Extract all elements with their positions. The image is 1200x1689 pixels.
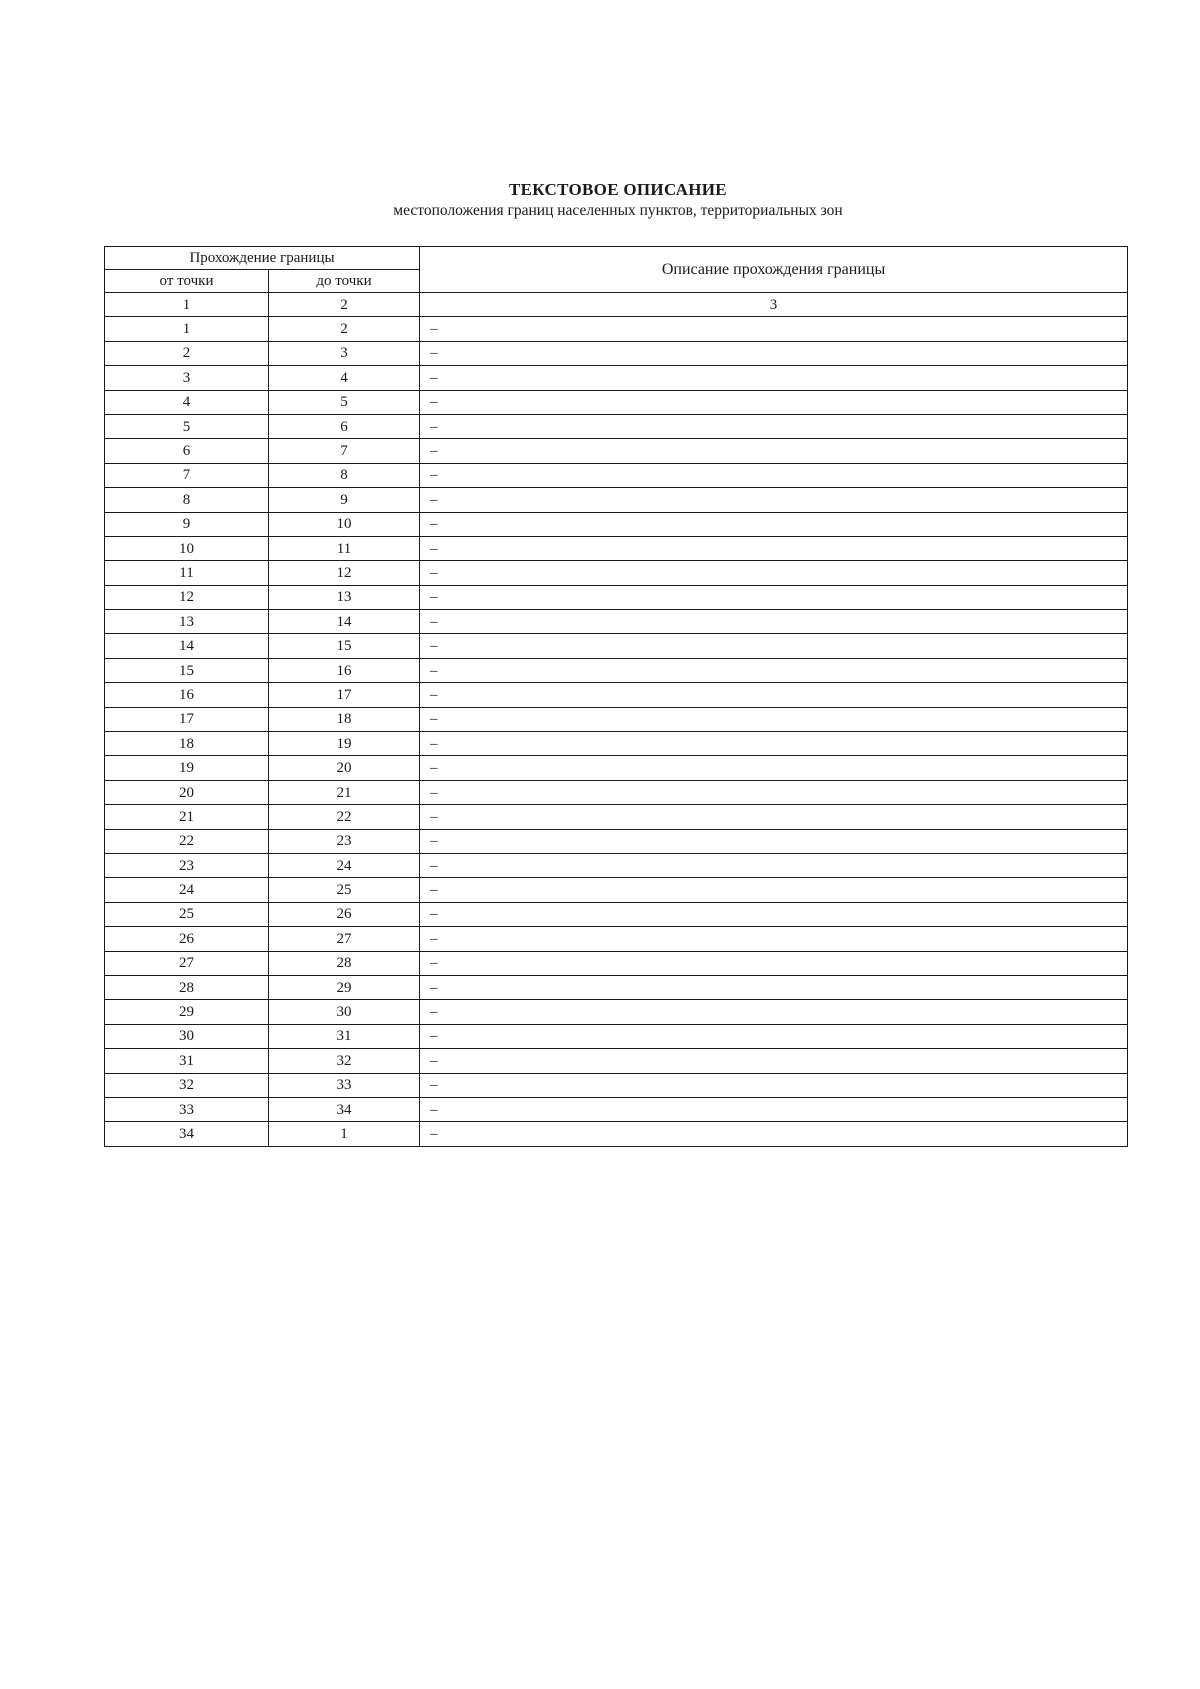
description-header: Описание прохождения границы (420, 247, 1128, 293)
from-point-cell: 25 (105, 902, 269, 926)
from-point-cell: 26 (105, 927, 269, 951)
from-point-cell: 23 (105, 853, 269, 877)
description-cell: – (420, 853, 1128, 877)
table-row (105, 853, 1128, 877)
description-cell: – (420, 951, 1128, 975)
table-row (105, 780, 1128, 804)
from-point-cell: 12 (105, 585, 269, 609)
description-cell: – (420, 1097, 1128, 1121)
to-point-cell: 4 (269, 366, 420, 390)
from-point-cell: 14 (105, 634, 269, 658)
to-point-cell: 24 (269, 853, 420, 877)
description-cell: – (420, 683, 1128, 707)
from-point-cell: 18 (105, 732, 269, 756)
to-point-cell: 18 (269, 707, 420, 731)
to-point-cell: 17 (269, 683, 420, 707)
to-point-cell: 26 (269, 902, 420, 926)
from-point-cell: 15 (105, 658, 269, 682)
to-point-cell: 11 (269, 536, 420, 560)
table-row (105, 902, 1128, 926)
description-cell: – (420, 805, 1128, 829)
description-cell: – (420, 341, 1128, 365)
description-cell: – (420, 902, 1128, 926)
table-row (105, 390, 1128, 414)
to-point-cell: 23 (269, 829, 420, 853)
table-row (105, 732, 1128, 756)
to-point-cell: 16 (269, 658, 420, 682)
description-cell: – (420, 1073, 1128, 1097)
to-point-cell: 19 (269, 732, 420, 756)
table-row (105, 1024, 1128, 1048)
to-point-cell: 29 (269, 975, 420, 999)
table-row (105, 756, 1128, 780)
document-title: ТЕКСТОВОЕ ОПИСАНИЕ (509, 180, 727, 199)
table-row (105, 634, 1128, 658)
from-point-cell: 2 (105, 341, 269, 365)
table-row (105, 658, 1128, 682)
table-row (105, 951, 1128, 975)
table-row (105, 414, 1128, 438)
to-point-cell: 14 (269, 610, 420, 634)
from-point-cell: 10 (105, 536, 269, 560)
description-cell: – (420, 878, 1128, 902)
table-row (105, 463, 1128, 487)
from-point-cell: 6 (105, 439, 269, 463)
description-cell: – (420, 488, 1128, 512)
to-point-cell: 20 (269, 756, 420, 780)
description-cell: – (420, 975, 1128, 999)
to-point-cell: 27 (269, 927, 420, 951)
from-point-cell: 5 (105, 414, 269, 438)
description-cell: – (420, 634, 1128, 658)
to-point-cell: 5 (269, 390, 420, 414)
from-point-cell: 13 (105, 610, 269, 634)
table-row (105, 683, 1128, 707)
description-cell: – (420, 439, 1128, 463)
table-row (105, 1097, 1128, 1121)
from-point-cell: 7 (105, 463, 269, 487)
from-point-cell: 29 (105, 1000, 269, 1024)
table-row (105, 1073, 1128, 1097)
from-point-cell: 20 (105, 780, 269, 804)
from-point-cell: 34 (105, 1122, 269, 1146)
table-row (105, 439, 1128, 463)
table-row (105, 878, 1128, 902)
column-number-2: 2 (269, 293, 420, 317)
description-cell: – (420, 366, 1128, 390)
from-point-header: от точки (105, 270, 269, 293)
to-point-cell: 22 (269, 805, 420, 829)
boundary-table (104, 246, 1128, 1147)
to-point-cell: 30 (269, 1000, 420, 1024)
from-point-cell: 31 (105, 1049, 269, 1073)
to-point-cell: 31 (269, 1024, 420, 1048)
description-cell: – (420, 1122, 1128, 1146)
to-point-cell: 28 (269, 951, 420, 975)
to-point-cell: 1 (269, 1122, 420, 1146)
to-point-cell: 34 (269, 1097, 420, 1121)
from-point-cell: 3 (105, 366, 269, 390)
description-cell: – (420, 536, 1128, 560)
description-cell: – (420, 1049, 1128, 1073)
table-row (105, 585, 1128, 609)
table-row (105, 610, 1128, 634)
description-cell: – (420, 610, 1128, 634)
to-point-cell: 9 (269, 488, 420, 512)
from-point-cell: 4 (105, 390, 269, 414)
to-point-cell: 15 (269, 634, 420, 658)
table-header (105, 247, 1128, 317)
to-point-cell: 8 (269, 463, 420, 487)
description-cell: – (420, 414, 1128, 438)
table-row (105, 1122, 1128, 1146)
description-cell: – (420, 317, 1128, 341)
to-point-cell: 2 (269, 317, 420, 341)
table-row (105, 1049, 1128, 1073)
description-cell: – (420, 756, 1128, 780)
description-cell: – (420, 561, 1128, 585)
table-row (105, 488, 1128, 512)
header-row-group (105, 247, 1128, 270)
description-cell: – (420, 390, 1128, 414)
table-row (105, 561, 1128, 585)
from-point-cell: 8 (105, 488, 269, 512)
to-point-cell: 12 (269, 561, 420, 585)
to-point-header: до точки (269, 270, 420, 293)
description-cell: – (420, 780, 1128, 804)
description-cell: – (420, 927, 1128, 951)
table-row (105, 829, 1128, 853)
table-row (105, 341, 1128, 365)
from-point-cell: 1 (105, 317, 269, 341)
description-cell: – (420, 707, 1128, 731)
description-cell: – (420, 1000, 1128, 1024)
description-cell: – (420, 463, 1128, 487)
column-number-row (105, 293, 1128, 317)
from-point-cell: 19 (105, 756, 269, 780)
from-point-cell: 24 (105, 878, 269, 902)
to-point-cell: 25 (269, 878, 420, 902)
to-point-cell: 32 (269, 1049, 420, 1073)
table-row (105, 536, 1128, 560)
from-point-cell: 27 (105, 951, 269, 975)
to-point-cell: 3 (269, 341, 420, 365)
from-point-cell: 33 (105, 1097, 269, 1121)
table-row (105, 317, 1128, 341)
from-point-cell: 32 (105, 1073, 269, 1097)
document-subtitle: местоположения границ населенных пунктов, территориальных зон (393, 202, 843, 219)
table-row (105, 366, 1128, 390)
description-cell: – (420, 585, 1128, 609)
to-point-cell: 6 (269, 414, 420, 438)
description-cell: – (420, 732, 1128, 756)
table-row (105, 1000, 1128, 1024)
from-point-cell: 17 (105, 707, 269, 731)
table-row (105, 805, 1128, 829)
to-point-cell: 7 (269, 439, 420, 463)
description-cell: – (420, 829, 1128, 853)
from-point-cell: 21 (105, 805, 269, 829)
column-number-3: 3 (420, 293, 1128, 317)
to-point-cell: 33 (269, 1073, 420, 1097)
from-point-cell: 30 (105, 1024, 269, 1048)
from-point-cell: 11 (105, 561, 269, 585)
table-row (105, 512, 1128, 536)
from-point-cell: 22 (105, 829, 269, 853)
from-point-cell: 28 (105, 975, 269, 999)
table-body (105, 317, 1128, 1146)
from-point-cell: 9 (105, 512, 269, 536)
from-point-cell: 16 (105, 683, 269, 707)
description-cell: – (420, 1024, 1128, 1048)
to-point-cell: 21 (269, 780, 420, 804)
boundary-passage-header: Прохождение границы (105, 247, 420, 270)
to-point-cell: 10 (269, 512, 420, 536)
description-cell: – (420, 512, 1128, 536)
table-row (105, 707, 1128, 731)
table-row (105, 975, 1128, 999)
description-cell: – (420, 658, 1128, 682)
to-point-cell: 13 (269, 585, 420, 609)
table-row (105, 927, 1128, 951)
column-number-1: 1 (105, 293, 269, 317)
